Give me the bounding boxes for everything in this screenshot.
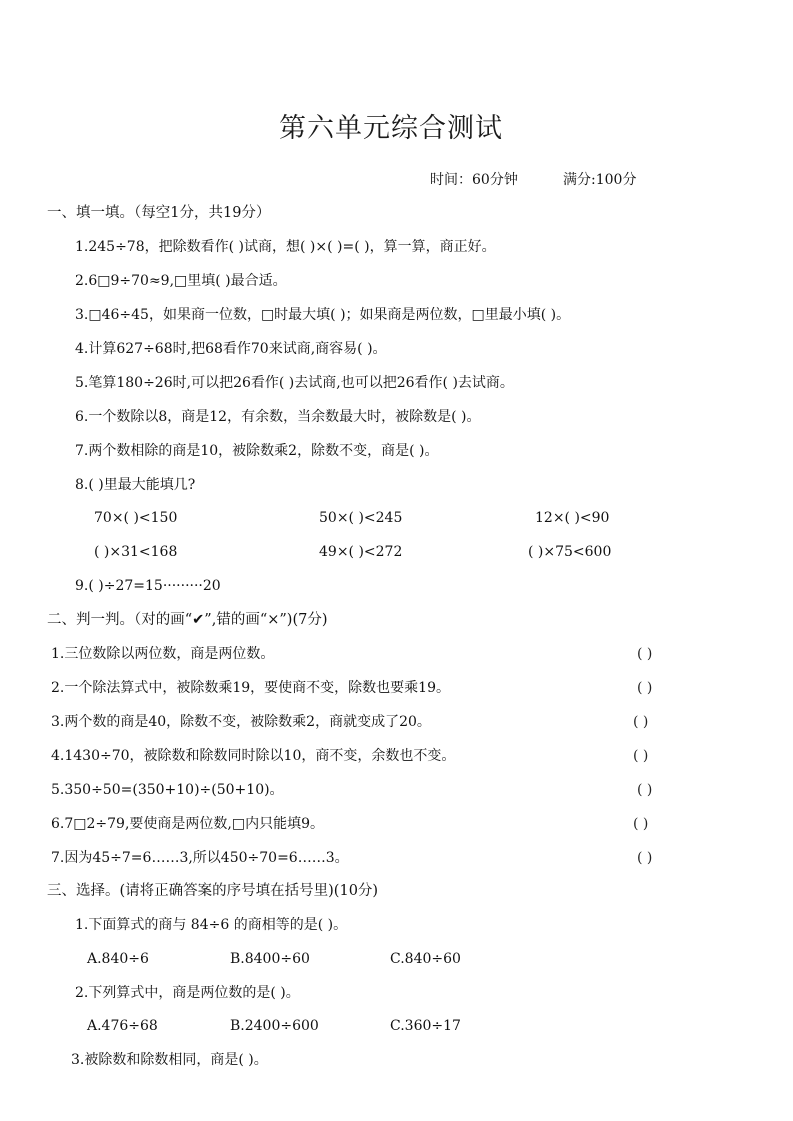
- s3-question-2: 2.下列算式中，商是两位数的是( )。: [75, 985, 300, 1001]
- s1-question-2: 2.6□9÷70≈9,□里填( )最合适。: [75, 273, 287, 289]
- s1-question-6: 6.一个数除以8，商是12，有余数，当余数最大时，被除数是( )。: [75, 409, 481, 425]
- s2-question-5: 5.350÷50=(350+10)÷(50+10)。: [51, 782, 284, 798]
- option-c: C.360÷17: [390, 1018, 461, 1034]
- answer-paren: ( ): [637, 680, 653, 696]
- page-title: 第六单元综合测试: [279, 113, 503, 144]
- s2-question-4: 4.1430÷70，被除数和除数同时除以10，商不变，余数也不变。: [51, 748, 456, 764]
- answer-paren: ( ): [637, 782, 653, 798]
- q8-item: 49×( )<272: [319, 544, 403, 560]
- s1-question-5: 5.笔算180÷26时,可以把26看作( )去试商,也可以把26看作( )去试商。: [75, 375, 514, 391]
- s2-question-6: 6.7□2÷79,要使商是两位数,□内只能填9。: [51, 816, 324, 832]
- s1-question-1: 1.245÷78，把除数看作( )试商，想( )×( )=( )，算一算，商正好。: [75, 239, 496, 255]
- option-a: A.476÷68: [87, 1018, 158, 1034]
- s2-question-2: 2.一个除法算式中，被除数乘19，要使商不变，除数也要乘19。: [51, 680, 450, 696]
- section-2-heading: 二、判一判。（对的画“✔”,错的画“×”)(7分): [47, 612, 328, 628]
- answer-paren: ( ): [633, 748, 649, 764]
- option-b: B.2400÷600: [230, 1018, 319, 1034]
- answer-paren: ( ): [633, 714, 649, 730]
- q8-item: ( )×75<600: [528, 544, 612, 560]
- option-c: C.840÷60: [390, 951, 461, 967]
- section-3-heading: 三、选择。(请将正确答案的序号填在括号里)(10分): [47, 883, 379, 899]
- time-limit: 时间：60分钟: [430, 172, 518, 188]
- s2-question-1: 1.三位数除以两位数，商是两位数。: [51, 646, 275, 662]
- option-a: A.840÷6: [87, 951, 149, 967]
- s1-question-7: 7.两个数相除的商是10，被除数乘2，除数不变，商是( )。: [75, 443, 439, 459]
- s1-question-8: 8.( )里最大能填几?: [75, 477, 196, 493]
- s3-question-1: 1.下面算式的商与 84÷6 的商相等的是( )。: [75, 917, 348, 933]
- q8-item: 50×( )<245: [319, 510, 403, 526]
- s2-question-3: 3.两个数的商是40，除数不变，被除数乘2，商就变成了20。: [51, 714, 431, 730]
- option-b: B.8400÷60: [230, 951, 310, 967]
- q8-item: 12×( )<90: [535, 510, 610, 526]
- q8-item: ( )×31<168: [94, 544, 178, 560]
- s1-question-9: 9.( )÷27=15·········20: [75, 578, 221, 594]
- section-1-heading: 一、填一填。（每空1分，共19分）: [47, 205, 271, 221]
- s2-question-7: 7.因为45÷7=6……3,所以450÷70=6……3。: [51, 850, 349, 866]
- full-score: 满分:100分: [563, 172, 637, 188]
- s3-question-3: 3.被除数和除数相同，商是( )。: [71, 1052, 268, 1068]
- q8-item: 70×( )<150: [94, 510, 178, 526]
- s1-question-4: 4.计算627÷68时,把68看作70来试商,商容易( )。: [75, 341, 387, 357]
- s1-question-3: 3.□46÷45，如果商一位数，□时最大填( )；如果商是两位数，□里最小填( )。: [75, 307, 571, 323]
- answer-paren: ( ): [637, 850, 653, 866]
- answer-paren: ( ): [637, 646, 653, 662]
- answer-paren: ( ): [633, 816, 649, 832]
